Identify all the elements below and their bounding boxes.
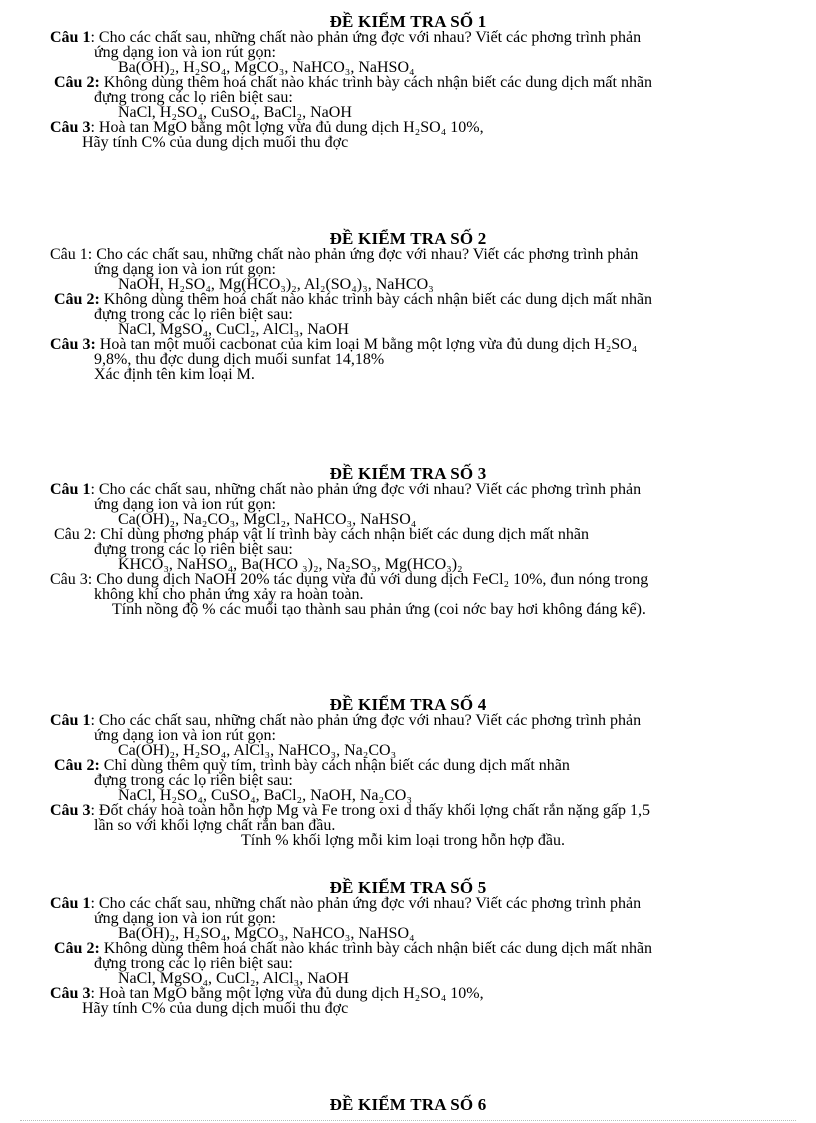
question-2-continuation: đựng trong các lọ riên biệt sau: [94,541,293,558]
question-label: Câu 3: [50,571,93,588]
question-text: : Đốt cháy hoà toàn hỗn hợp Mg và Fe trong oxi d thấy khối lợng chất rắn nặng gấp 1,5 [90,802,650,819]
question-1-substances: Ba(OH)₂, H₂SO₄, MgCO₃, NaHCO₃, NaHSO₄ [118,925,415,942]
question-label: Câu 1 [50,246,88,263]
question-1-substances: NaOH, H₂SO₄, Mg(HCO₃)₂, Al₂(SO₄)₃, NaHCO₃ [118,276,434,293]
question-label: Câu 1 [50,29,91,46]
question-2-substances: NaCl, H₂SO₄, CuSO₄, BaCl₂, NaOH, Na₂CO₃ [118,787,412,804]
exam-title: ĐỀ KIỂM TRA SỐ 6 [329,1095,487,1114]
exam-3 [0,466,816,617]
question-label: Câu 2: [54,757,100,774]
question-label: Câu 2: [54,940,100,957]
exam-2 [0,231,816,382]
question-label: Câu 3: [50,336,96,353]
question-3 [0,986,816,1001]
question-2-continuation: đựng trong các lọ riên biệt sau: [94,955,293,972]
question-text: Cho dung dịch NaOH 20% tác dụng vừa đủ với dung dịch FeCl₂ 10%, đun nóng trong [92,571,649,588]
question-2-continuation: đựng trong các lọ riên biệt sau: [94,306,293,323]
question-1 [0,896,816,911]
exam-6 [0,1097,816,1113]
question-1-continuation: ứng dạng ion và ion rút gọn: [94,44,276,61]
exam-title: ĐỀ KIỂM TRA SỐ 4 [329,695,487,714]
question-text: : Cho các chất sau, những chất nào phản ứng đợc với nhau? Viết các phơng trình phản [87,246,639,263]
question-3 [0,120,816,135]
question-3 [0,803,816,818]
question-label: Câu 1 [50,481,91,498]
question-text: : Hoà tan MgO bằng một lợng vừa đủ dung dịch H₂SO₄ 10%, [90,985,484,1002]
question-2-continuation: đựng trong các lọ riên biệt sau: [94,772,293,789]
exam-title: ĐỀ KIỂM TRA SỐ 5 [329,878,487,897]
question-text: Không dùng thêm hoá chất nào khác trình bày cách nhận biết các dung dịch mất nhãn [99,291,653,308]
question-3-continuation: Hãy tính C% của dung dịch muối thu đợc [82,1000,349,1017]
question-text: : Cho các chất sau, những chất nào phản ứng đợc với nhau? Viết các phơng trình phản [90,481,642,498]
question-3-continuation-2: Xác định tên kim loại M. [94,366,255,383]
question-text: Chỉ dùng thêm quỳ tím, trình bày cách nhận biết các dung dịch mất nhãn [99,757,570,774]
question-1-substances: Ca(OH)₂, H₂SO₄, AlCl₃, NaHCO₃, Na₂CO₃ [118,742,397,759]
question-2-continuation: đựng trong các lọ riên biệt sau: [94,89,293,106]
question-1-continuation: ứng dạng ion và ion rút gọn: [94,727,276,744]
question-label: Câu 3 [50,802,91,819]
question-3-continuation-2: Tính nồng độ % các muối tạo thành sau phản ứng (coi nớc bay hơi không đáng kể). [112,601,646,618]
exam-1 [0,14,816,150]
question-2 [0,75,816,90]
question-3-continuation: Hãy tính C% của dung dịch muối thu đợc [82,134,349,151]
question-1-continuation: ứng dạng ion và ion rút gọn: [94,261,276,278]
question-1-continuation: ứng dạng ion và ion rút gọn: [94,496,276,513]
question-text: Không dùng thêm hoá chất nào khác trình bày cách nhận biết các dung dịch mất nhãn [99,940,653,957]
exam-title: ĐỀ KIỂM TRA SỐ 3 [329,464,487,483]
question-2-substances: NaCl, H₂SO₄, CuSO₄, BaCl₂, NaOH [118,104,352,121]
question-label: Câu 3 [50,985,91,1002]
question-3 [0,572,816,587]
question-text: : Cho các chất sau, những chất nào phản ứng đợc với nhau? Viết các phơng trình phản [90,895,642,912]
question-text: : Hoà tan MgO bằng một lợng vừa đủ dung dịch H₂SO₄ 10%, [90,119,484,136]
question-3 [0,337,816,352]
question-1-continuation: ứng dạng ion và ion rút gọn: [94,910,276,927]
question-2-substances: NaCl, MgSO₄, CuCl₂, AlCl₃, NaOH [118,970,349,987]
question-1 [0,482,816,497]
exam-4 [0,697,816,848]
question-3-continuation-2: Tính % khối lợng mỗi kim loại trong hỗn hợp đầu. [241,832,566,849]
question-label: Câu 3 [50,119,91,136]
question-3-continuation: không khí cho phản ứng xảy ra hoàn toàn. [94,586,364,603]
question-2 [0,527,816,542]
exam-5 [0,880,816,1016]
question-label: Câu 2: [54,291,100,308]
question-3-continuation: 9,8%, thu đợc dung dịch muối sunfat 14,18% [94,351,385,368]
question-label: Câu 2: [54,74,100,91]
page-edge-divider [20,1120,796,1121]
question-label: Câu 1 [50,895,91,912]
question-label: Câu 1 [50,712,91,729]
question-2-substances: NaCl, MgSO₄, CuCl₂, AlCl₃, NaOH [118,321,349,338]
question-2 [0,941,816,956]
question-1 [0,247,816,262]
question-text: : Cho các chất sau, những chất nào phản ứng đợc với nhau? Viết các phơng trình phản [90,712,642,729]
question-1 [0,30,816,45]
question-2 [0,292,816,307]
question-1-substances: Ba(OH)₂, H₂SO₄, MgCO₃, NaHCO₃, NaHSO₄ [118,59,415,76]
question-text: Không dùng thêm hoá chất nào khác trình bày cách nhận biết các dung dịch mất nhãn [99,74,653,91]
question-text: Hoà tan một muối cacbonat của kim loại M bằng một lợng vừa đủ dung dịch H₂SO₄ [95,336,638,353]
question-label: Câu 2: [54,526,97,543]
question-1 [0,713,816,728]
question-1-substances: Ca(OH)₂, Na₂CO₃, MgCl₂, NaHCO₃, NaHSO₄ [118,511,417,528]
question-3-continuation: lần so với khối lợng chất rắn ban đầu. [94,817,336,834]
question-text: Chỉ dùng phơng pháp vật lí trình bày cách nhận biết các dung dịch mất nhãn [96,526,589,543]
exam-title: ĐỀ KIỂM TRA SỐ 2 [329,229,487,248]
question-2-substances: KHCO₃, NaHSO₄, Ba(HCO ₃)₂, Na₂SO₃, Mg(HCO₃)₂ [118,556,463,573]
question-text: : Cho các chất sau, những chất nào phản ứng đợc với nhau? Viết các phơng trình phản [90,29,642,46]
question-2 [0,758,816,773]
exam-title: ĐỀ KIỂM TRA SỐ 1 [329,12,487,31]
